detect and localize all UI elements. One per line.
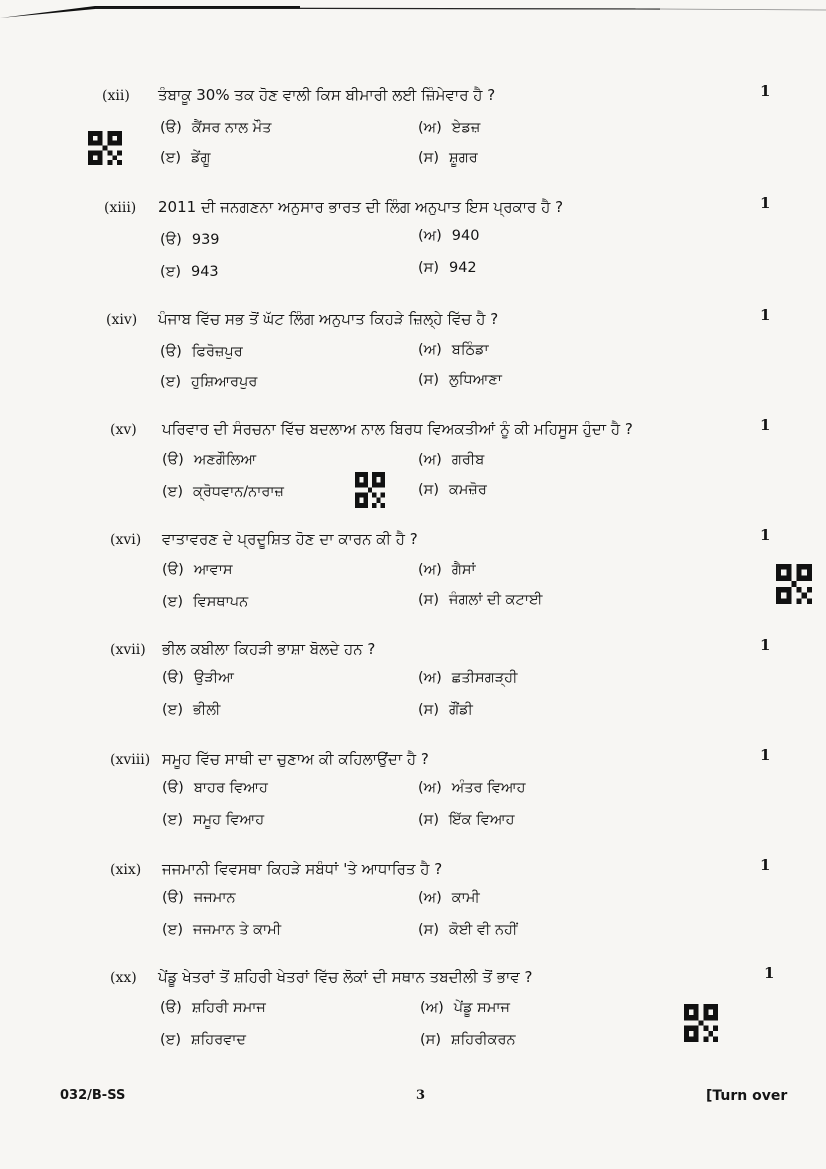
option-label: (ੲ) [162,484,183,500]
question-item [0,636,826,740]
option-d [418,260,477,276]
option-a [162,452,256,468]
option-label: (ਅ) [418,562,442,578]
option-label: (ਅ) [418,670,442,686]
option-label: (ਸ) [420,1032,441,1048]
option-b [418,228,479,244]
question-text: ਪੰਜਾਬ ਵਿੱਚ ਸਭ ਤੋਂ ਘੱਟ ਲਿੰਗ ਅਨੁਪਾਤ ਕਿਹੜੇ ਜ਼ਿਲ੍ਹੇ ਵਿੱਚ ਹੈ ? [158,310,499,328]
question-number: (xix) [110,862,142,878]
option-c [160,1032,246,1048]
question-item [0,194,826,298]
option-label: (ਅ) [418,452,442,468]
option-text: ਸ਼ੂਗਰ [448,150,478,166]
option-text: ਗੌਂਡੀ [448,702,473,718]
option-c [162,594,248,610]
option-label: (ਅ) [420,1000,444,1016]
option-text: ਏਡਜ਼ [451,120,481,136]
option-text: ਛਤੀਸਗੜ੍ਹੀ [451,670,518,686]
option-d [418,372,502,388]
question-marks: 1 [760,526,771,544]
question-text: ਪਰਿਵਾਰ ਦੀ ਸੰਰਚਨਾ ਵਿੱਚ ਬਦਲਾਅ ਨਾਲ ਬਿਰਧ ਵਿਅਕਤੀਆਂ ਨੂੰ ਕੀ ਮਹਿਸੂਸ ਹੁੰਦਾ ਹੈ ? [162,420,633,438]
option-d [418,150,478,166]
question-text: 2011 ਦੀ ਜਨਗਣਨਾ ਅਨੁਸਾਰ ਭਾਰਤ ਦੀ ਲਿੰਗ ਅਨੁਪਾਤ ਇਸ ਪ੍ਰਕਾਰ ਹੈ ? [158,198,564,216]
question-item [0,856,826,960]
option-d [418,922,517,938]
option-text: ਵਿਸਥਾਪਨ [192,594,249,610]
option-text: ਉੜੀਆ [193,670,234,686]
option-text: ਫਿਰੋਜ਼ਪੁਰ [191,344,243,360]
option-text: ਸਮੂਹ ਵਿਆਹ [192,812,265,828]
question-item [0,82,826,186]
question-text: ਸਮੂਹ ਵਿੱਚ ਸਾਥੀ ਦਾ ਚੁਣਾਅ ਕੀ ਕਹਿਲਾਉਂਦਾ ਹੈ ? [162,750,429,768]
option-text: ਸ਼ਹਿਰਵਾਦ [190,1032,247,1048]
option-label: (ੳ) [160,120,182,136]
option-text: ਜੰਗਲਾਂ ਦੀ ਕਟਾਈ [448,592,543,608]
option-text: ਗਰੀਬ [451,452,485,468]
option-label: (ੳ) [160,344,182,360]
question-item [0,526,826,630]
option-b [418,452,484,468]
paper-code: 032/B-SS [60,1088,126,1103]
option-b [420,1000,510,1016]
option-text: ਲੁਧਿਆਣਾ [448,372,502,388]
option-c [162,922,281,938]
option-c [162,702,220,718]
option-text: ਪੇਂਡੂ ਸਮਾਜ [453,1000,510,1016]
option-text: ਭੀਲੀ [192,702,221,718]
option-label: (ਸ) [418,922,439,938]
option-label: (ੳ) [160,1000,182,1016]
qr-code-icon [355,472,385,508]
option-label: (ਅ) [418,890,442,906]
question-number: (xiv) [106,312,138,328]
turn-over-note: [Turn over [706,1088,788,1104]
option-a [162,562,233,578]
option-b [418,562,476,578]
option-label: (ੲ) [160,374,181,390]
option-text: ਇੱਕ ਵਿਆਹ [448,812,515,828]
option-c [162,484,284,500]
option-text: ਸ਼ਹਿਰੀ ਸਮਾਜ [191,1000,266,1016]
question-number: (xii) [102,88,130,104]
option-label: (ਸ) [418,812,439,828]
header-rule [0,0,826,22]
question-number: (xvi) [110,532,142,548]
option-label: (ੲ) [162,922,183,938]
option-label: (ਸ) [418,482,439,498]
question-marks: 1 [760,82,771,100]
option-label: (ੳ) [162,890,184,906]
option-text: ਜਜਮਾਨ ਤੇ ਕਾਮੀ [192,922,282,938]
option-label: (ੲ) [160,1032,181,1048]
option-label: (ਅ) [418,228,442,244]
option-text: ਹੁਸ਼ਿਆਰਪੁਰ [190,374,258,390]
option-text: ਬਾਹਰ ਵਿਆਹ [193,780,268,796]
question-marks: 1 [760,306,771,324]
option-label: (ੲ) [160,150,181,166]
option-text: ਕਾਮੀ [451,890,480,906]
option-text: ਕ੍ਰੋਧਵਾਨ/ਨਾਰਾਜ਼ [192,484,284,500]
option-text: ਗੈਸਾਂ [451,562,476,578]
question-number: (xviii) [110,752,151,768]
option-b [418,342,489,358]
option-label: (ੳ) [162,670,184,686]
question-text: ਵਾਤਾਵਰਣ ਦੇ ਪ੍ਰਦੂਸ਼ਿਤ ਹੋਣ ਦਾ ਕਾਰਨ ਕੀ ਹੈ ? [162,530,418,548]
question-item [0,746,826,850]
option-c [160,374,257,390]
question-item [0,416,826,520]
option-a [162,780,268,796]
option-label: (ਸ) [418,702,439,718]
option-label: (ੲ) [160,264,181,280]
question-text: ਪੇਂਡੂ ਖੇਤਰਾਂ ਤੋਂ ਸ਼ਹਿਰੀ ਖੇਤਰਾਂ ਵਿੱਚ ਲੋਕਾਂ ਦੀ ਸਥਾਨ ਤਬਦੀਲੀ ਤੋਂ ਭਾਵ ? [158,968,533,986]
option-b [418,120,480,136]
question-marks: 1 [760,194,771,212]
option-text: ਕਮਜ਼ੋਰ [448,482,487,498]
question-marks: 1 [760,746,771,764]
option-c [160,264,219,280]
option-label: (ਸ) [418,150,439,166]
option-text: ਅਣਗੌਲਿਆ [193,452,257,468]
question-text: ਭੀਲ ਕਬੀਲਾ ਕਿਹੜੀ ਭਾਸ਼ਾ ਬੋਲਦੇ ਹਨ ? [162,640,376,658]
option-label: (ੳ) [160,232,182,248]
option-text: ਕੋਈ ਵੀ ਨਹੀਂ [448,922,518,938]
option-label: (ਅ) [418,780,442,796]
option-d [418,592,542,608]
option-c [160,150,211,166]
question-item [0,306,826,410]
option-text: 940 [451,228,480,244]
option-label: (ਅ) [418,120,442,136]
option-label: (ਸ) [418,260,439,276]
option-text: ਅੰਤਰ ਵਿਆਹ [451,780,526,796]
qr-code-icon [684,1004,718,1042]
option-d [418,482,487,498]
question-number: (xv) [110,422,137,438]
option-a [160,344,243,360]
option-label: (ੲ) [162,812,183,828]
option-label: (ੳ) [162,562,184,578]
option-label: (ੲ) [162,702,183,718]
option-text: 943 [190,264,219,280]
question-marks: 1 [760,856,771,874]
option-text: ਬਠਿੰਡਾ [451,342,489,358]
question-marks: 1 [760,416,771,434]
question-marks: 1 [764,964,775,982]
question-text: ਜਜਮਾਨੀ ਵਿਵਸਥਾ ਕਿਹੜੇ ਸਬੰਧਾਂ 'ਤੇ ਆਧਾਰਿਤ ਹੈ ? [162,860,443,878]
option-text: ਸ਼ਹਿਰੀਕਰਨ [450,1032,516,1048]
option-d [420,1032,516,1048]
option-label: (ਅ) [418,342,442,358]
option-b [418,780,526,796]
option-text: 939 [191,232,220,248]
page-number: 3 [416,1088,426,1103]
option-text: ਆਵਾਸ [193,562,233,578]
option-label: (ੳ) [162,452,184,468]
option-text: ਕੈਂਸਰ ਨਾਲ ਮੌਤ [191,120,272,136]
question-number: (xx) [110,970,137,986]
question-marks: 1 [760,636,771,654]
option-b [418,670,517,686]
qr-code-icon [776,564,812,604]
question-number: (xvii) [110,642,146,658]
option-d [418,812,515,828]
option-c [162,812,264,828]
option-label: (ਸ) [418,592,439,608]
option-label: (ਸ) [418,372,439,388]
option-text: ਜਜਮਾਨ [193,890,236,906]
option-a [160,120,271,136]
qr-code-icon [88,130,122,166]
option-a [160,232,220,248]
option-a [160,1000,266,1016]
question-number: (xiii) [104,200,137,216]
option-d [418,702,473,718]
option-b [418,890,480,906]
option-a [162,890,236,906]
option-label: (ੳ) [162,780,184,796]
option-text: ਡੇਂਗੂ [190,150,211,166]
question-text: ਤੰਬਾਕੂ 30% ਤਕ ਹੋਣ ਵਾਲੀ ਕਿਸ ਬੀਮਾਰੀ ਲਈ ਜ਼ਿੰਮੇਵਾਰ ਹੈ ? [158,86,496,104]
option-label: (ੲ) [162,594,183,610]
option-text: 942 [448,260,477,276]
option-a [162,670,234,686]
